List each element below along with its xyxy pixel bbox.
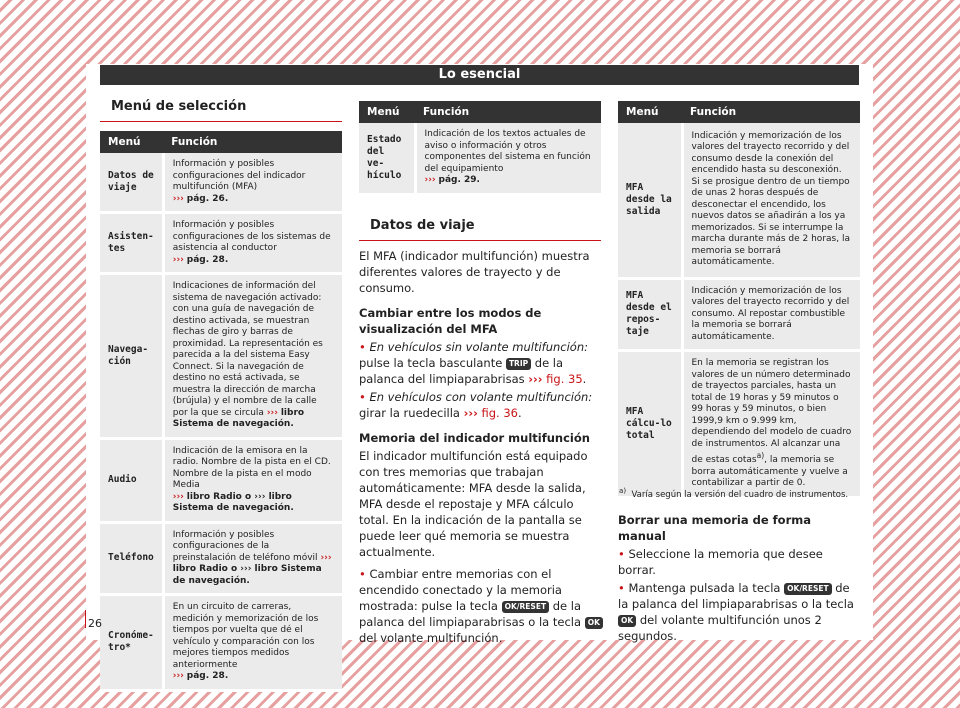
section-title: Menú de selección xyxy=(111,99,247,114)
table-row xyxy=(100,595,342,691)
column-header-function: Función xyxy=(163,131,342,153)
menu-cell: Estado del ve-hículo xyxy=(359,123,415,194)
function-cell: En la memoria se registran los valores de un número determinado de trayectos parciales, hasta un total de 19 horas y 59 minutos o 99 horas y 59 minutos, o bien 1999,9 km o 9.999 km, dependiendo del modelo de cuadro de instrumentos. Al alcanzar una de estas cotas$^{a)}$, la memoria se borra automáticamente y vuelve a contabilizar a partir de 0. xyxy=(682,351,860,498)
function-cell: Información y posibles configuraciones del indicador multifunción (MFA) ››› pág. 26. xyxy=(163,153,342,213)
menu-cell: Audio xyxy=(100,438,163,522)
function-cell: Información y posibles configuraciones de los sistemas de asistencia al conductor ››› pág. 28. xyxy=(163,213,342,274)
bullet-item: • Cambiar entre memorias con el encendido conectado y la memoria mostrada: pulse la tecla OK/RESET de la palanca del limpiaparabrisas o la tecla OK del volante multifunción. xyxy=(359,566,603,646)
column-header-function: Función xyxy=(682,101,860,123)
column-header-menu: Menú xyxy=(359,101,415,123)
bullet-item: • Seleccione la memoria que desee borrar. xyxy=(618,547,823,577)
right-text-column xyxy=(618,512,862,653)
subheading: Cambiar entre los modos de visualización del MFA xyxy=(359,306,542,336)
menu-cell: MFA desde la salida xyxy=(618,123,682,278)
menu-table-2 xyxy=(359,101,601,196)
ok-reset-key-icon: OK/RESET xyxy=(502,601,549,613)
table-row xyxy=(618,123,860,278)
footnote: $^{a)}$ Varía según la versión del cuadro de instrumentos. xyxy=(619,486,849,500)
menu-cell: Navega-ción xyxy=(100,274,163,439)
ok-key-icon: OK xyxy=(618,615,636,627)
ok-reset-key-icon: OK/RESET xyxy=(784,583,831,595)
menu-cell: MFA desde el repos-taje xyxy=(618,278,682,351)
function-cell: Indicación y memorización de los valores del trayecto recorrido y del consumo desde la conexión del encendido hasta su desconexión. Si se prosigue dentro de un tiempo de unas 2 horas después de desconectar el encendido, los nuevos datos se añadirán a los ya memorizados. Si se interrumpe la marcha durante más de 2 horas, la memoria se borrará automáticamente. xyxy=(682,123,860,278)
menu-cell: MFA cálcu-lo total xyxy=(618,351,682,498)
column-header-menu: Menú xyxy=(618,101,682,123)
subheading: Memoria del indicador multifunción xyxy=(359,431,590,445)
table-row xyxy=(100,213,342,274)
section-header-bar: Lo esencial xyxy=(100,65,859,85)
function-cell: Indicaciones de información del sistema de navegación activado: con una guía de navegación de destino activada, se muestran flechas de giro y barras de proximidad. La representación es parecida a la del sistema Easy Connect. Si la navegación de destino no está activada, se muestra la dirección de marcha (brújula) y el nombre de la calle por la que se circula ››› libro Sistema de navegación. xyxy=(163,274,342,439)
column-header-function: Función xyxy=(415,101,601,123)
section-rule xyxy=(359,240,601,241)
function-cell: Información y posibles configuraciones de la preinstalación de teléfono móvil ››› libro Radio o ››› libro Sistema de navegación. xyxy=(163,522,342,595)
paragraph: El indicador multifunción está equipado con tres memorias que trabajan automáticamente: MFA desde la salida, MFA desde el repostaje y MFA cálculo total. En la indicación de la pantalla se puede leer qué memoria se muestra actualmente. xyxy=(359,449,588,559)
function-cell: En un circuito de carreras, medición y memorización de los tiempos por vuelta que dé el vehículo y comparación con los mejores tiempos medidos anteriormente ››› pág. 28. xyxy=(163,595,342,691)
trip-key-icon: TRIP xyxy=(506,358,531,370)
bullet-item: • En vehículos sin volante multifunción: pulse la tecla basculante TRIP de la palanca del limpiaparabrisas ››› fig. 35. xyxy=(359,340,588,386)
table-row xyxy=(359,123,601,194)
bullet-item: • En vehículos con volante multifunción: girar la ruedecilla ››› fig. 36. xyxy=(359,390,593,420)
menu-cell: Cronóme-tro* xyxy=(100,595,163,691)
subheading: Borrar una memoria de forma manual xyxy=(618,513,811,543)
table-row xyxy=(100,438,342,522)
table-row xyxy=(618,351,860,498)
menu-cell: Datos de viaje xyxy=(100,153,163,213)
bullet-item: • Mantenga pulsada la tecla OK/RESET de la palanca del limpiaparabrisas o la tecla OK del volante multifunción unos 2 segundos. xyxy=(618,581,854,643)
menu-cell: Teléfono xyxy=(100,522,163,595)
paragraph: El MFA (indicador multifunción) muestra diferentes valores de trayecto y de consumo. xyxy=(359,249,590,295)
section-title: Datos de viaje xyxy=(370,218,475,233)
column-header-menu: Menú xyxy=(100,131,163,153)
table-row xyxy=(100,274,342,439)
menu-table-1 xyxy=(100,131,342,692)
menu-table-3 xyxy=(618,101,860,499)
page-number-rule xyxy=(85,610,86,628)
function-cell: Indicación de la emisora en la radio. Nombre de la pista en el CD. Nombre de la pista en el modo Media ››› libro Radio o ››› libro Sistema de navegación. xyxy=(163,438,342,522)
function-cell: Indicación de los textos actuales de aviso o información y otros componentes del sistema en función del equipamiento ››› pág. 29. xyxy=(415,123,601,194)
table-row xyxy=(100,153,342,213)
menu-cell: Asisten-tes xyxy=(100,213,163,274)
table-row xyxy=(618,278,860,351)
section-rule xyxy=(100,121,342,122)
function-cell: Indicación y memorización de los valores del trayecto recorrido y del consumo. Al repostar combustible la memoria se borrará automáticamente. xyxy=(682,278,860,351)
ok-key-icon: OK xyxy=(585,617,603,629)
page-number: 26 xyxy=(88,617,102,630)
middle-text-column xyxy=(359,248,603,655)
table-row xyxy=(100,522,342,595)
